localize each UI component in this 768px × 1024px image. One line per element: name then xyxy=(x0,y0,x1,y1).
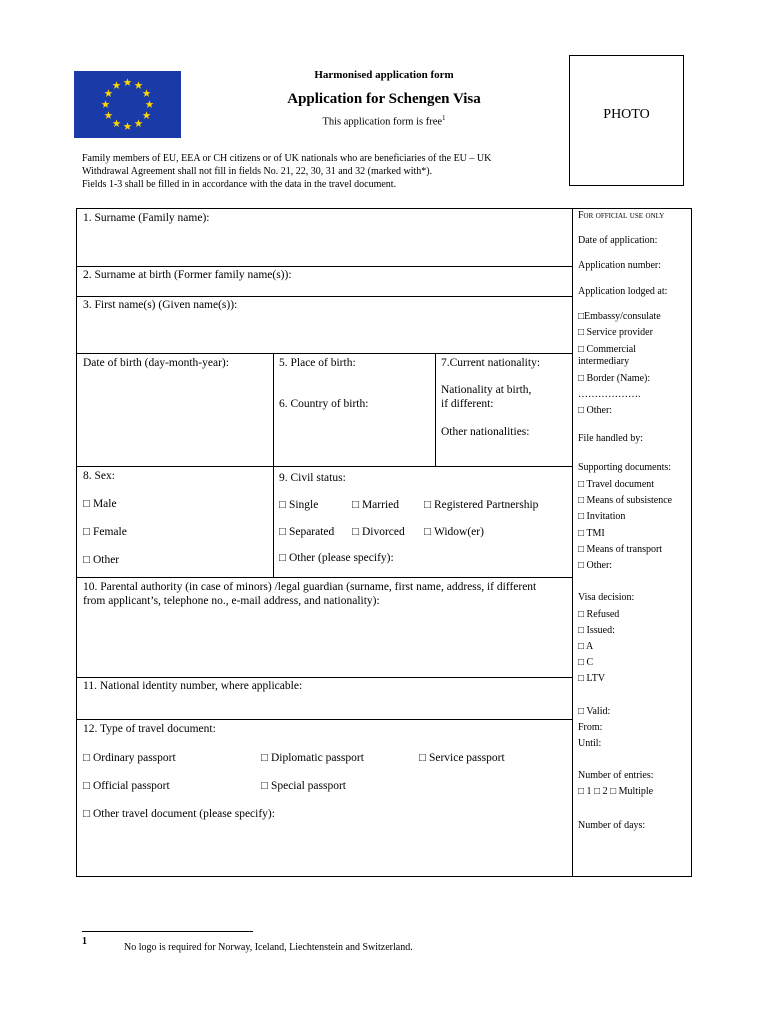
field-travel-document-type: 12. Type of travel document: xyxy=(83,723,216,735)
field-country-of-birth: 6. Country of birth: xyxy=(279,398,369,410)
photo-box xyxy=(569,55,684,186)
support-other[interactable]: □ Other: xyxy=(578,560,613,571)
doc-option-official[interactable]: □ Official passport xyxy=(83,780,170,792)
official-use-heading: For official use only xyxy=(578,210,665,221)
doc-option-service[interactable]: □ Service passport xyxy=(419,752,505,764)
official-embassy-option[interactable]: □Embassy/consulate xyxy=(578,311,661,322)
photo-label: PHOTO xyxy=(603,107,650,122)
civil-option-single[interactable]: □ Single xyxy=(279,499,319,511)
decision-a[interactable]: □ A xyxy=(578,641,594,652)
doc-option-other[interactable]: □ Other travel document (please specify): xyxy=(83,808,275,820)
official-border-dots: ………………. xyxy=(578,389,641,400)
footnote-text: No logo is required for Norway, Iceland, Liechtenstein and Switzerland. xyxy=(124,942,413,953)
sex-option-female[interactable]: □ Female xyxy=(83,526,127,538)
field-surname-at-birth: 2. Surname at birth (Former family name(s)): xyxy=(83,269,292,281)
field-civil-status: 9. Civil status: xyxy=(279,472,346,484)
official-supporting-documents: Supporting documents: xyxy=(578,462,672,473)
support-means-of-transport[interactable]: □ Means of transport xyxy=(578,544,663,555)
civil-option-divorced[interactable]: □ Divorced xyxy=(352,526,405,538)
civil-option-separated[interactable]: □ Separated xyxy=(279,526,335,538)
form-subtitle: Harmonised application form xyxy=(314,69,454,81)
decision-c[interactable]: □ C xyxy=(578,657,594,668)
official-application-number: Application number: xyxy=(578,260,662,271)
field-surname: 1. Surname (Family name): xyxy=(83,212,210,224)
civil-option-other[interactable]: □ Other (please specify): xyxy=(279,552,394,564)
field-parental-authority-line-2: from applicant’s, telephone no., e-mail address, and nationality): xyxy=(83,595,380,607)
form-title: Application for Schengen Visa xyxy=(287,91,481,107)
eu-flag-icon xyxy=(74,71,181,138)
field-nationality-at-birth: Nationality at birth, xyxy=(441,384,532,396)
field-sex: 8. Sex: xyxy=(83,470,115,482)
civil-option-married[interactable]: □ Married xyxy=(352,499,399,511)
free-note: This application form is free$^1$ xyxy=(322,114,446,128)
decision-valid[interactable]: □ Valid: xyxy=(578,706,611,717)
field-current-nationality: 7.Current nationality: xyxy=(441,357,541,369)
field-nationality-if-different: if different: xyxy=(441,398,494,410)
intro-line-1: Family members of EU, EEA or CH citizens or of UK nationals who are beneficiaries of the EU – UK xyxy=(82,153,492,164)
field-parental-authority-line-1: 10. Parental authority (in case of minors) /legal guardian (surname, first name, address, if different xyxy=(83,581,537,593)
sex-option-male[interactable]: □ Male xyxy=(83,498,117,510)
official-file-handled-by: File handled by: xyxy=(578,433,643,444)
official-commercial-intermediary: intermediary xyxy=(578,356,630,367)
official-number-of-entries: Number of entries: xyxy=(578,770,654,781)
field-date-of-birth: Date of birth (day-month-year): xyxy=(83,357,229,369)
support-invitation[interactable]: □ Invitation xyxy=(578,511,626,522)
support-travel-document[interactable]: □ Travel document xyxy=(578,479,655,490)
doc-option-special[interactable]: □ Special passport xyxy=(261,780,347,792)
intro-line-2: Withdrawal Agreement shall not fill in fields No. 21, 22, 30, 31 and 32 (marked with*). xyxy=(82,166,433,177)
decision-refused[interactable]: □ Refused xyxy=(578,609,620,620)
official-number-of-days: Number of days: xyxy=(578,820,646,831)
footnote-rule xyxy=(82,931,253,932)
official-other-option[interactable]: □ Other: xyxy=(578,405,613,416)
footnote-ref: 1 xyxy=(442,114,446,122)
official-entries-options[interactable]: □ 1 □ 2 □ Multiple xyxy=(578,786,654,797)
official-commercial-option[interactable]: □ Commercial xyxy=(578,344,636,355)
official-valid-until: Until: xyxy=(578,738,602,749)
field-national-id: 11. National identity number, where applicable: xyxy=(83,680,303,692)
intro-line-3: Fields 1-3 shall be filled in in accordance with the data in the travel document. xyxy=(82,179,397,190)
field-place-of-birth: 5. Place of birth: xyxy=(279,357,356,369)
official-lodged-at: Application lodged at: xyxy=(578,286,668,297)
support-means-of-subsistence[interactable]: □ Means of subsistence xyxy=(578,495,673,506)
official-border-option[interactable]: □ Border (Name): xyxy=(578,373,651,384)
civil-option-widow[interactable]: □ Widow(er) xyxy=(424,526,484,538)
support-tmi[interactable]: □ TMI xyxy=(578,528,605,539)
doc-option-ordinary[interactable]: □ Ordinary passport xyxy=(83,752,176,764)
official-service-provider-option[interactable]: □ Service provider xyxy=(578,327,653,338)
official-valid-from: From: xyxy=(578,722,603,733)
official-date-of-application: Date of application: xyxy=(578,235,658,246)
decision-ltv[interactable]: □ LTV xyxy=(578,673,606,684)
civil-option-registered-partnership[interactable]: □ Registered Partnership xyxy=(424,499,539,511)
sex-option-other[interactable]: □ Other xyxy=(83,554,120,566)
field-other-nationalities: Other nationalities: xyxy=(441,426,530,438)
doc-option-diplomatic[interactable]: □ Diplomatic passport xyxy=(261,752,364,764)
official-visa-decision: Visa decision: xyxy=(578,592,635,603)
field-first-name: 3. First name(s) (Given name(s)): xyxy=(83,299,238,311)
decision-issued[interactable]: □ Issued: xyxy=(578,625,615,636)
footnote-number: 1 xyxy=(82,936,87,947)
